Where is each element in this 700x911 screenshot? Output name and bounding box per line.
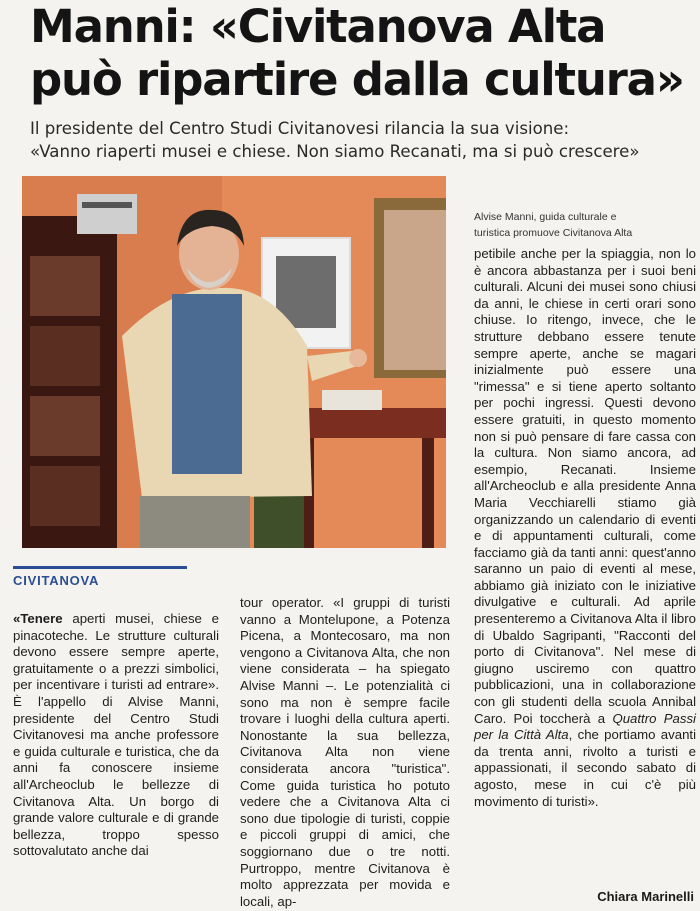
author-byline: Chiara Marinelli — [597, 889, 694, 904]
subheadline — [30, 117, 690, 163]
article-column-3 — [474, 246, 696, 810]
column-3-text-a: petibile anche per la spiaggia, non lo è ancora abbastanza per i suoi beni culturali. Alcuni dei musei sono chiusi da anni, le chiese in certi orari sono chiuse. Io ritengo, invece, che le strutture debbano essere tenute sempre aperte, anche se magari inizialmente può essere una "rimessa" e si tiene aperto soltanto per pochi ingressi. Questi devono essere gratuiti, in questo momento non si può pensare di fare cassa con la cultura. Non siamo ancora, ad esempio, Recanati. Insieme all'Archeoclub e alla presidente Anna Maria Vecchiarelli stiamo già organizzando un calendario di eventi e di appuntamenti culturali, come facciamo già da tanti anni: quest'anno saranno un paio di eventi al mese, abbiamo già iniziato con le iniziative divulgative e culturali. Ad aprile presenteremo a Civitanova Alta il libro di Ubaldo Sagripanti, "Racconti del porto di Civitanova". Nel mese di giugno usciremo con quattro pubblicazioni, una in collaborazione con gli studenti della scuola Annibal Caro. Poi toccherà a — [474, 246, 696, 726]
section-label: CIVITANOVA — [13, 573, 100, 588]
article-column-2 — [240, 595, 450, 910]
headline — [30, 0, 690, 106]
column-1-text: aperti musei, chiese e pinacoteche. Le strutture culturali devono essere sempre aperte, gratuitamente o a prezzi simbolici, per incentivare i turisti ad entrare». È l'appello di Alvise Manni, presidente del Centro Studi Civitanovesi ma anche professore e guida culturale e turistica, che da anni fa conoscere insieme all'Archeoclub le bellezze di Civitanova Alta. Un borgo di grande valore culturale e di grande bellezza, troppo spesso sottovalutato anche dai — [13, 611, 219, 859]
book-title: Quattro Passi per la Città Alta — [474, 710, 696, 743]
article-column-1 — [13, 611, 219, 860]
column-1-paragraph — [13, 611, 219, 860]
headline-line-1: Manni: «Civitanova Alta — [30, 0, 606, 53]
caption-line-2: turistica promuove Civitanova Alta — [474, 227, 633, 239]
column-3-paragraph — [474, 246, 696, 810]
article-photo — [22, 176, 446, 548]
subheadline-line-1: Il presidente del Centro Studi Civitanovesi rilancia la sua visione: — [30, 119, 570, 138]
headline-line-2: può ripartire dalla cultura» — [30, 53, 684, 106]
section-divider — [13, 566, 187, 569]
lead-word: «Tenere — [13, 611, 63, 626]
caption-line-1: Alvise Manni, guida culturale e — [474, 211, 617, 223]
subheadline-line-2: «Vanno riaperti musei e chiese. Non siamo Recanati, ma si può crescere» — [30, 142, 640, 161]
column-3-text-b: , che portiamo avanti da trenta anni, rivolto a turisti e appassionati, il secondo sabato di agosto, mese in cui c'è più movimento di turisti». — [474, 727, 696, 809]
column-2-text: tour operator. «I gruppi di turisti vanno a Montelupone, a Potenza Picena, a Montecosaro, ma non vengono a Civitanova Alta, che non viene considerata – ha spiegato Alvise Manni –. Le potenzialità ci sono ma non è sempre facile trovare i luoghi della cultura aperti. Nonostante la sua bellezza, Civitanova Alta non viene considerata ancora "turistica". Come guida turistica ho potuto vedere che a Civitanova Alta ci sono due tipologie di turisti, coppie e piccoli gruppi di amici, che soggiornano due o tre notti. Purtroppo, mentre Civitanova è molto apprezzata per movida e locali, ap- — [240, 595, 450, 909]
photo-illustration — [22, 176, 446, 548]
photo-caption — [474, 209, 696, 241]
